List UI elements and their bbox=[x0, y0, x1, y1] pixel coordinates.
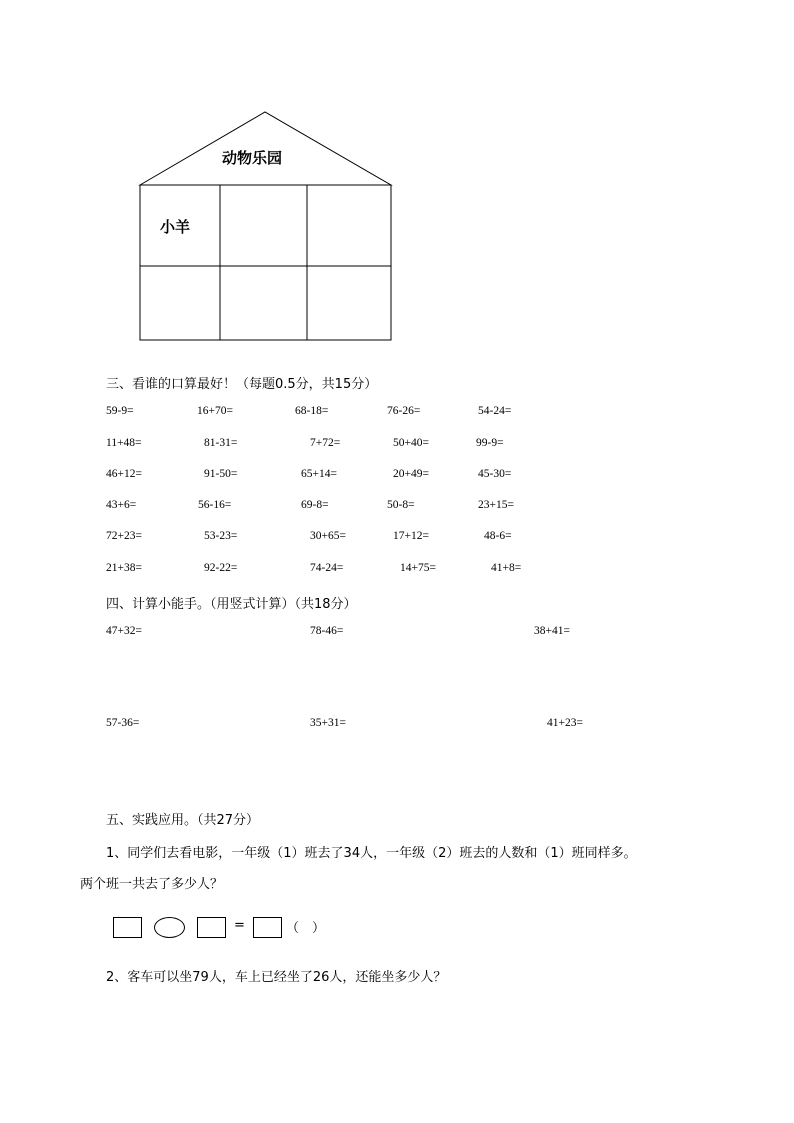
equation: 76-26= bbox=[387, 405, 421, 417]
equation: 43+6= bbox=[106, 499, 137, 511]
house-title: 动物乐园 bbox=[222, 149, 283, 167]
equation: 11+48= bbox=[106, 437, 142, 449]
equation: 46+12= bbox=[106, 468, 142, 480]
equation: 50+40= bbox=[393, 437, 429, 449]
vertical-calc-problem: 38+41= bbox=[534, 625, 570, 637]
equation: 48-6= bbox=[484, 530, 512, 542]
vertical-calc-problem: 47+32= bbox=[106, 625, 142, 637]
equation: 17+12= bbox=[393, 530, 429, 542]
unit-parentheses[interactable]: （ ） bbox=[286, 921, 326, 936]
equals-sign: = bbox=[234, 918, 245, 933]
equation: 56-16= bbox=[198, 499, 232, 511]
equation: 68-18= bbox=[295, 405, 329, 417]
equation: 74-24= bbox=[310, 562, 344, 574]
equation: 65+14= bbox=[301, 468, 337, 480]
equation: 59-9= bbox=[106, 405, 134, 417]
section4-heading: 四、计算小能手。（用竖式计算）（共18分） bbox=[106, 597, 357, 612]
equation: 92-22= bbox=[204, 562, 238, 574]
section5-heading: 五、实践应用。（共27分） bbox=[106, 813, 260, 828]
equation: 54-24= bbox=[478, 405, 512, 417]
equation: 50-8= bbox=[387, 499, 415, 511]
equation: 21+38= bbox=[106, 562, 142, 574]
question2-text: 2、客车可以坐79人，车上已经坐了26人，还能坐多少人？ bbox=[106, 970, 447, 985]
equation: 72+23= bbox=[106, 530, 142, 542]
vertical-calc-problem: 41+23= bbox=[547, 717, 583, 729]
equation: 69-8= bbox=[301, 499, 329, 511]
operator-oval[interactable] bbox=[154, 917, 185, 938]
equation: 81-31= bbox=[204, 437, 238, 449]
equation: 23+15= bbox=[478, 499, 514, 511]
equation: 7+72= bbox=[310, 437, 341, 449]
vertical-calc-problem: 35+31= bbox=[310, 717, 346, 729]
house-body bbox=[140, 185, 391, 340]
question1-text: 1、同学们去看电影，一年级（1）班去了34人，一年级（2）班去的人数和（1）班同样多。 bbox=[106, 846, 637, 861]
result-box[interactable] bbox=[253, 917, 282, 938]
equation: 20+49= bbox=[393, 468, 429, 480]
vertical-calc-problem: 57-36= bbox=[106, 717, 140, 729]
equation: 30+65= bbox=[310, 530, 346, 542]
equation: 14+75= bbox=[400, 562, 436, 574]
house-cell-label: 小羊 bbox=[160, 218, 191, 236]
vertical-calc-problem: 78-46= bbox=[310, 625, 344, 637]
equation: 45-30= bbox=[478, 468, 512, 480]
equation: 53-23= bbox=[204, 530, 238, 542]
question1-text-continued: 两个班一共去了多少人？ bbox=[80, 877, 224, 892]
section3-heading: 三、看谁的口算最好！（每题0.5分，共15分） bbox=[106, 377, 378, 392]
equation: 99-9= bbox=[476, 437, 504, 449]
answer-box[interactable] bbox=[113, 917, 142, 938]
answer-box[interactable] bbox=[197, 917, 226, 938]
equation: 16+70= bbox=[197, 405, 233, 417]
equation: 91-50= bbox=[204, 468, 238, 480]
equation: 41+8= bbox=[491, 562, 522, 574]
